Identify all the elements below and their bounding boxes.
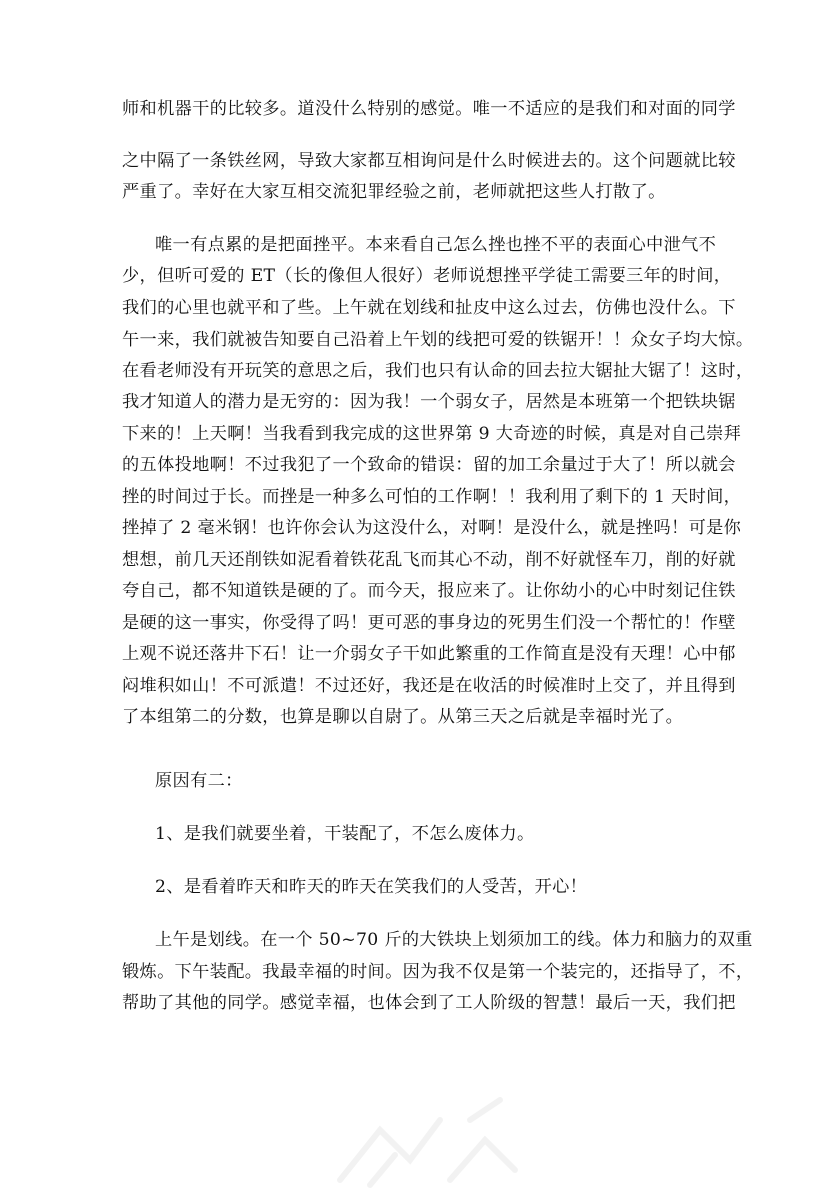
text-line: 挫掉了 2 毫米钢！也许你会认为这没什么，对啊！是没什么，就是挫吗！可是你 <box>122 518 742 538</box>
text-line: 我们的心里也就平和了些。上午就在划线和扯皮中这么过去，仿佛也没什么。下 <box>122 298 736 318</box>
text-line: 夸自己，都不知道铁是硬的了。而今天，报应来了。让你幼小的心中时刻记住铁 <box>122 581 736 601</box>
text-line: 帮助了其他的同学。感觉幸福，也体会到了工人阶级的智慧！最后一天，我们把 <box>122 993 736 1013</box>
text-line: 严重了。幸好在大家互相交流犯罪经验之前，老师就把这些人打散了。 <box>122 182 666 202</box>
text-line: 闷堆积如山！不可派遣！不过还好，我还是在收活的时候准时上交了，并且得到 <box>122 676 736 696</box>
text-line: 上午是划线。在一个 50~70 斤的大铁块上划须加工的线。体力和脑力的双重 <box>155 930 753 950</box>
text-line: 我才知道人的潜力是无穷的：因为我！一个弱女子，居然是本班第一个把铁块锯 <box>122 392 736 412</box>
text-line: 唯一有点累的是把面挫平。本来看自己怎么挫也挫不平的表面心中泄气不 <box>155 235 717 255</box>
text-line: 上观不说还落井下石！让一介弱女子干如此繁重的工作简直是没有天理！心中郁 <box>122 644 736 664</box>
list-item: 1、是我们就要坐着，干装配了，不怎么废体力。 <box>155 824 535 844</box>
text-line: 下来的！上天啊！当我看到我完成的这世界第 9 大奇迹的时候，真是对自己崇拜 <box>122 424 742 444</box>
text-line: 的五体投地啊！不过我犯了一个致命的错误：留的加工余量过于大了！所以就会 <box>122 455 736 475</box>
text-line: 挫的时间过于长。而挫是一种多么可怕的工作啊！！我利用了剩下的 1 天时间， <box>122 487 742 507</box>
text-line: 之中隔了一条铁丝网，导致大家都互相询问是什么时候进去的。这个问题就比较 <box>122 151 736 171</box>
text-line: 午一来，我们就被告知要自己沿着上午划的线把可爱的铁锯开！！众女子均大惊。 <box>122 330 754 350</box>
text-line: 原因有二： <box>155 771 243 791</box>
text-line: 少，但听可爱的 ET（长的像但人很好）老师说想挫平学徒工需要三年的时间， <box>122 266 732 286</box>
text-line: 了本组第二的分数，也算是聊以自尉了。从第三天之后就是幸福时光了。 <box>122 707 684 727</box>
text-line: 师和机器干的比较多。道没什么特别的感觉。唯一不适应的是我们和对面的同学 <box>122 99 736 119</box>
text-line: 锻炼。下午装配。我最幸福的时间。因为我不仅是第一个装完的，还指导了，不， <box>122 962 754 982</box>
list-item: 2、是看着昨天和昨天的昨天在笑我们的人受苦，开心！ <box>155 877 588 897</box>
watermark-icon <box>300 1060 560 1190</box>
text-line: 是硬的这一事实，你受得了吗！更可恶的事身边的死男生们没一个帮忙的！作壁 <box>122 613 736 633</box>
text-line: 想想，前几天还削铁如泥看着铁花乱飞而其心不动，削不好就怪车刀，削的好就 <box>122 550 736 570</box>
text-line: 在看老师没有开玩笑的意思之后，我们也只有认命的回去拉大锯扯大锯了！这时， <box>122 361 754 381</box>
